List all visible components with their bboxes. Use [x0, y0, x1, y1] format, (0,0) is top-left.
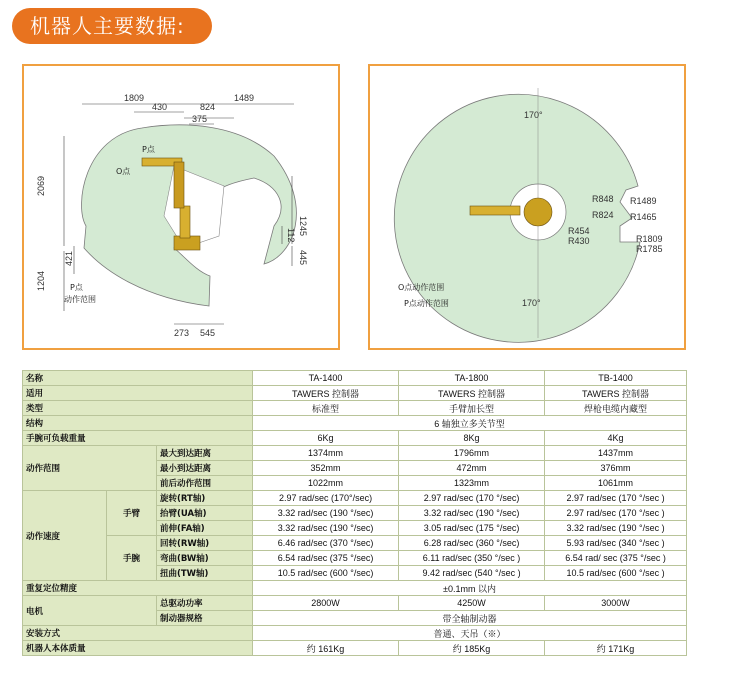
dim-445: 445	[298, 250, 308, 266]
table-row: 安装方式 普通、天吊（※）	[23, 626, 687, 641]
table-row: 前伸(FA轴) 3.32 rad/sec (190 °/sec) 3.05 rad/sec (175 °/sec) 3.32 rad/sec (190 °/sec )	[23, 521, 687, 536]
dim-1204: 1204	[36, 270, 46, 291]
table-row: 动作速度 手臂 旋转(RT轴) 2.97 rad/sec (170°/sec) 2.97 rad/sec (170 °/sec) 2.97 rad/sec (170 °/sec )	[23, 491, 687, 506]
table-row: 结构 6 轴独立多关节型	[23, 416, 687, 431]
radius-r848: R848	[592, 194, 614, 204]
p-range-legend: P点动作范围	[404, 299, 449, 308]
table-row: 重复定位精度 ±0.1mm 以内	[23, 581, 687, 596]
dim-375: 375	[192, 114, 208, 124]
top-range-diagram	[368, 64, 686, 350]
table-row: 机器人本体质量 约 161Kg 约 185Kg 约 171Kg	[23, 641, 687, 656]
dim-545: 545	[200, 328, 216, 338]
table-row: 动作范围 最大到达距离 1374mm 1796mm 1437mm	[23, 446, 687, 461]
p-range-label-2: 动作范围	[64, 295, 96, 304]
radius-r454: R454	[568, 226, 590, 236]
radius-r1809: R1809	[636, 234, 663, 244]
row-label: 名称	[23, 371, 253, 386]
table-row: 最小到达距离 352mm 472mm 376mm	[23, 461, 687, 476]
dim-1489: 1489	[234, 93, 255, 103]
radius-r1465: R1465	[630, 212, 657, 222]
dim-1245: 1245	[298, 216, 308, 237]
radius-r430: R430	[568, 236, 590, 246]
table-row: 前后动作范围 1022mm 1323mm 1061mm	[23, 476, 687, 491]
table-row: 弯曲(BW轴) 6.54 rad/sec (375 °/sec) 6.11 rad/sec (350 °/sec ) 6.54 rad/ sec (375 °/sec )	[23, 551, 687, 566]
radius-r1785: R1785	[636, 244, 663, 254]
side-range-diagram	[22, 64, 340, 350]
dim-2069: 2069	[36, 175, 46, 196]
p-point-label: P点	[142, 145, 155, 154]
spec-table	[22, 370, 687, 656]
side-range-svg	[24, 66, 338, 348]
dim-824: 824	[200, 102, 216, 112]
table-row: 适用 TAWERS 控制器 TAWERS 控制器 TAWERS 控制器	[23, 386, 687, 401]
table-row: 电机 总驱动功率 2800W 4250W 3000W	[23, 596, 687, 611]
radius-r1489: R1489	[630, 196, 657, 206]
top-range-svg	[370, 66, 684, 348]
section-title: 机器人主要数据:	[12, 8, 212, 44]
table-row: 名称 TA-1400 TA-1800 TB-1400	[23, 371, 687, 386]
table-row: 制动器规格 带全轴制动器	[23, 611, 687, 626]
dim-1809: 1809	[124, 93, 145, 103]
dim-421: 421	[64, 250, 74, 266]
table-row: 手腕可负载重量 6Kg 8Kg 4Kg	[23, 431, 687, 446]
dim-273: 273	[174, 328, 190, 338]
dim-112: 112	[286, 228, 296, 243]
table-row: 扭曲(TW轴) 10.5 rad/sec (600 °/sec) 9.42 rad/sec (540 °/sec ) 10.5 rad/sec (600 °/sec )	[23, 566, 687, 581]
dim-430: 430	[152, 102, 168, 112]
p-range-label-1: P点	[70, 283, 83, 292]
table-row: 手腕 回转(RW轴) 6.46 rad/sec (370 °/sec) 6.28 rad/sec (360 °/sec) 5.93 rad/sec (340 °/sec )	[23, 536, 687, 551]
radius-r824: R824	[592, 210, 614, 220]
table-row: 类型 标准型 手臂加长型 焊枪电缆内藏型	[23, 401, 687, 416]
o-range-legend: O点动作范围	[398, 283, 445, 292]
o-point-label: O点	[116, 167, 131, 176]
table-row: 抬臂(UA轴) 3.32 rad/sec (190 °/sec) 3.32 rad/sec (190 °/sec) 2.97 rad/sec (170 °/sec )	[23, 506, 687, 521]
angle-top: 170°	[524, 110, 543, 120]
angle-bottom: 170°	[522, 298, 541, 308]
